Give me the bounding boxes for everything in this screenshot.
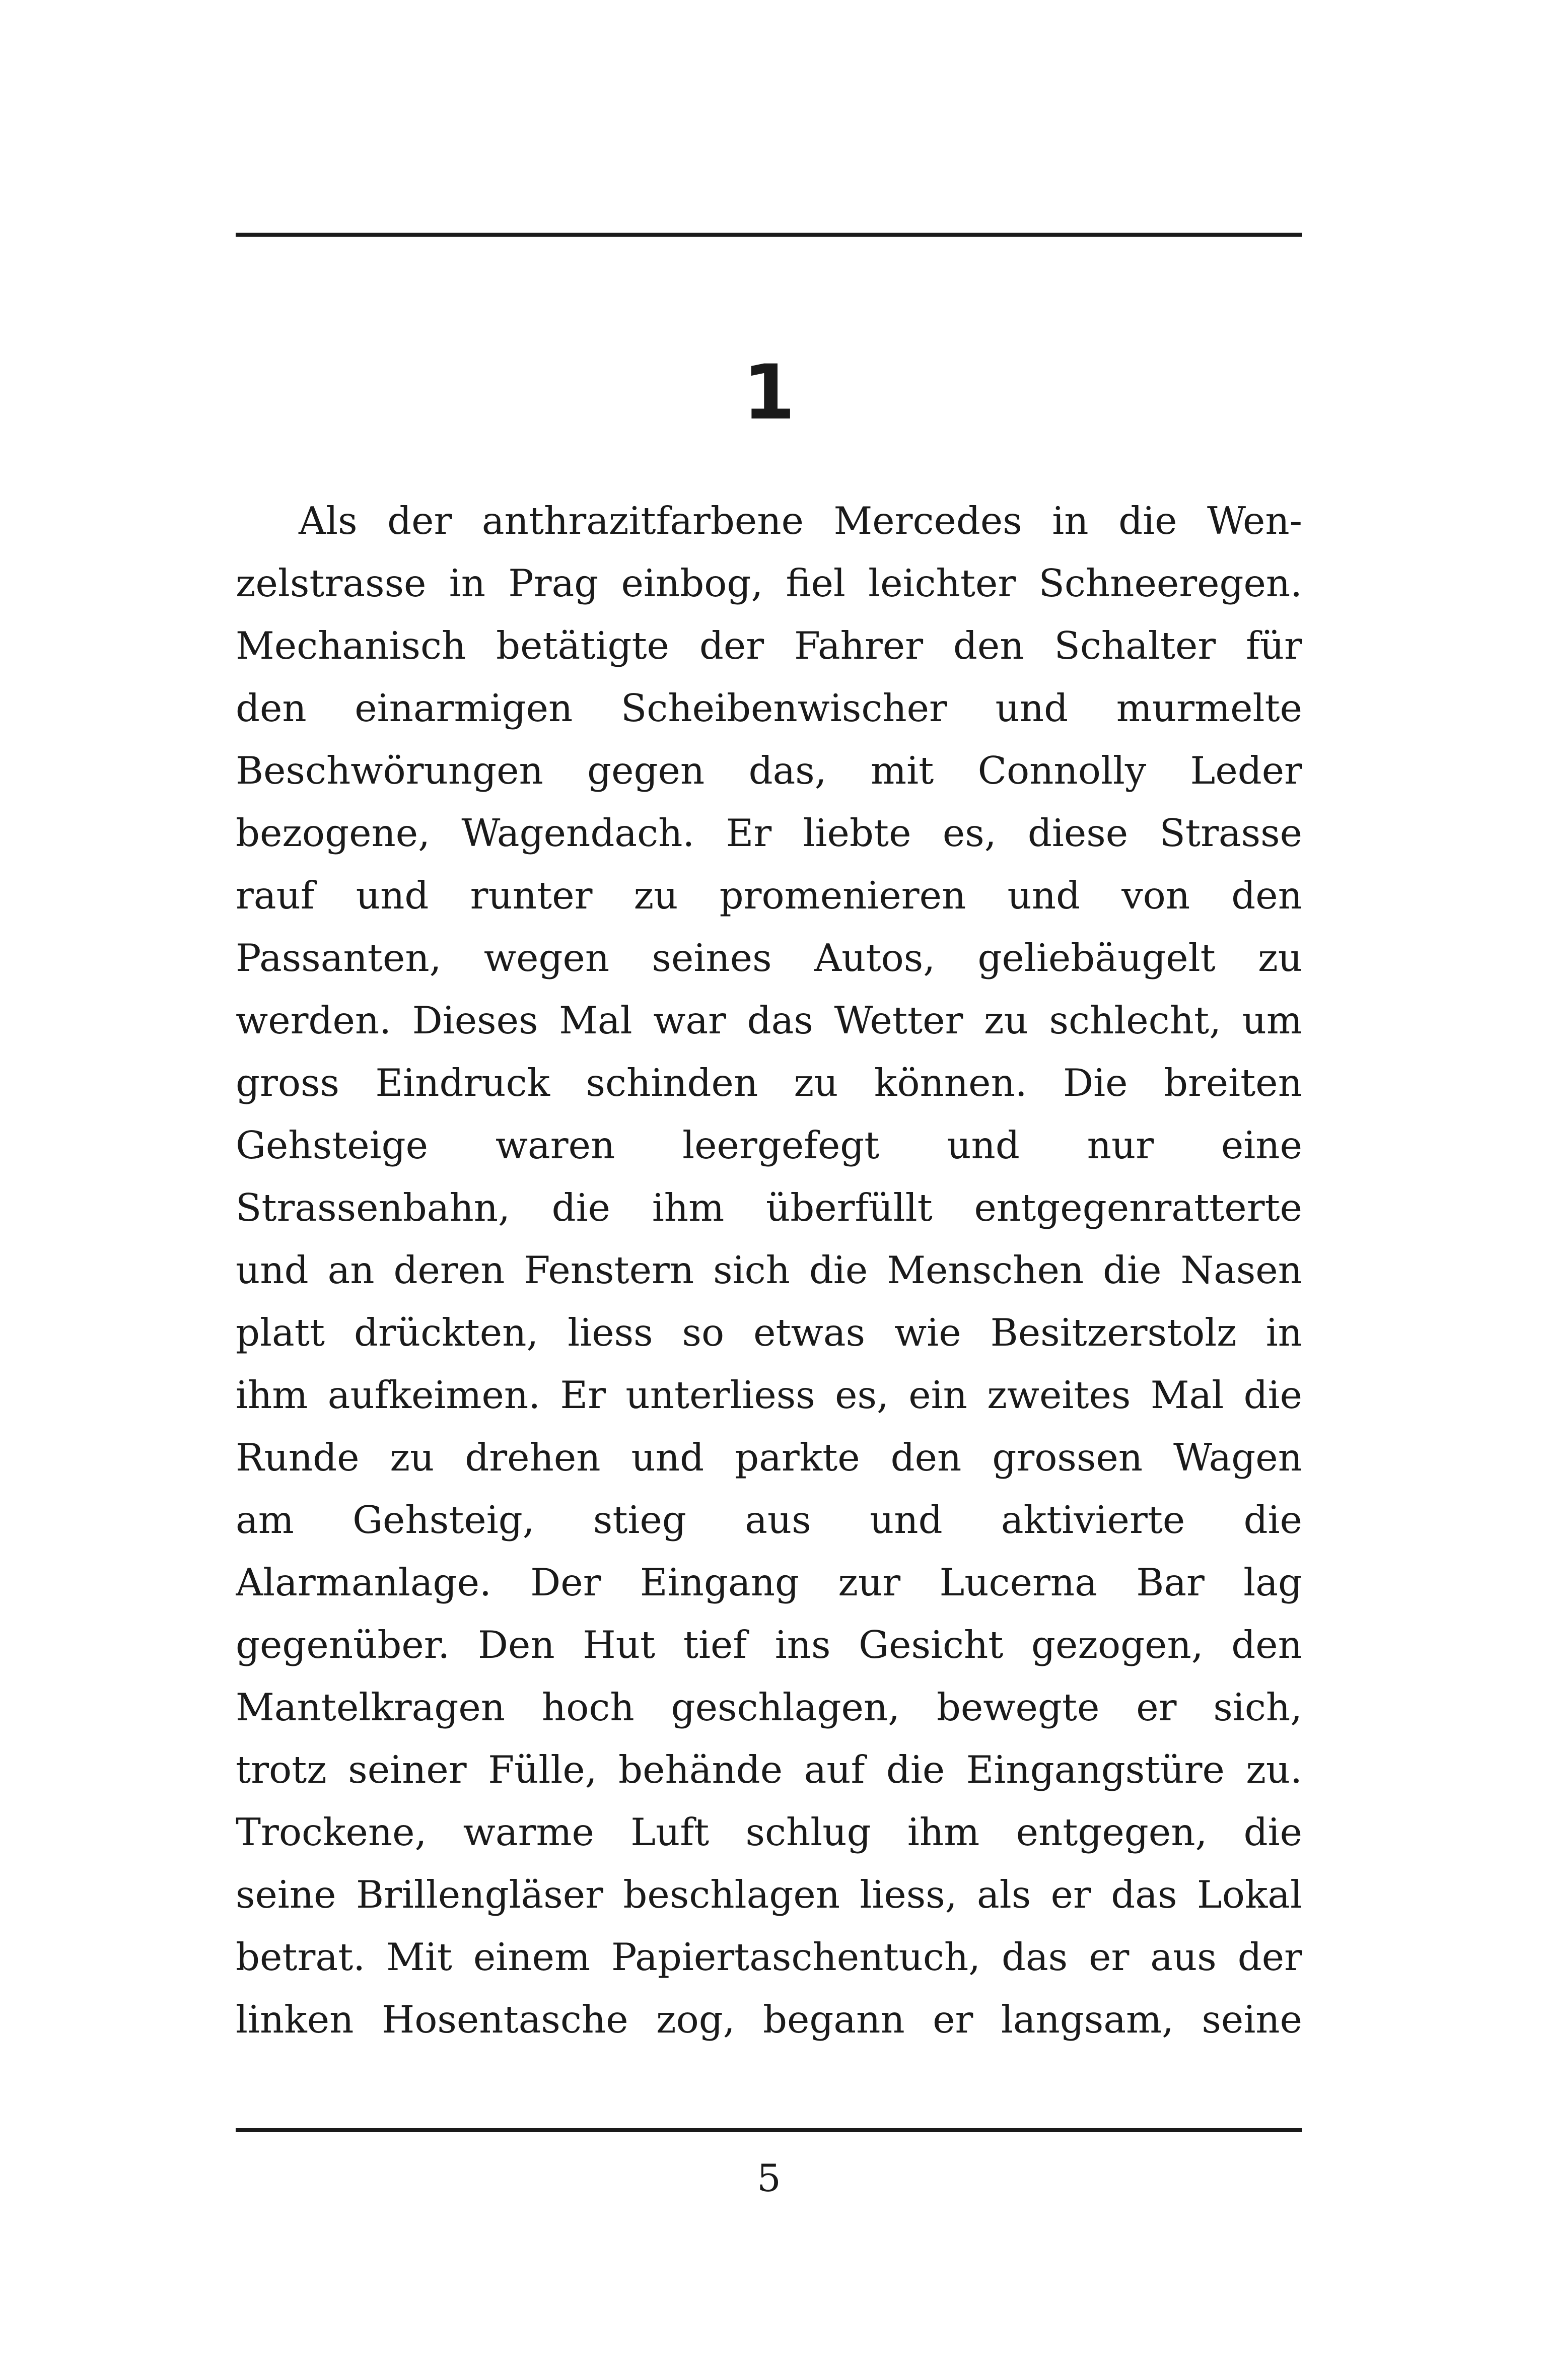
text-line: trotz seiner Fülle, behände auf die Eingangstüre zu. (236, 1747, 1302, 1792)
body-text (236, 489, 1302, 2051)
text-line: Mechanisch betätigte der Fahrer den Schalter für (236, 623, 1302, 668)
text-line: Gehsteige waren leergefegt und nur eine (236, 1123, 1302, 1167)
text-line: Runde zu drehen und parkte den grossen Wagen (236, 1435, 1302, 1480)
page-number: 5 (757, 2156, 781, 2200)
top-rule (236, 233, 1302, 237)
text-line: ihm aufkeimen. Er unterliess es, ein zweites Mal die (236, 1373, 1302, 1417)
text-line: gegenüber. Den Hut tief ins Gesicht gezogen, den (236, 1623, 1302, 1667)
text-line: am Gehsteig, stieg aus und aktivierte die (236, 1498, 1302, 1542)
text-line: rauf und runter zu promenieren und von den (236, 873, 1302, 918)
text-line: platt drückten, liess so etwas wie Besitzerstolz in (236, 1310, 1302, 1355)
text-line: seine Brillengläser beschlagen liess, als er das Lokal (236, 1872, 1302, 1917)
chapter-number: 1 (742, 349, 796, 437)
text-line: Passanten, wegen seines Autos, geliebäugelt zu (236, 936, 1302, 980)
text-line: werden. Dieses Mal war das Wetter zu schlecht, um (236, 998, 1302, 1042)
bottom-rule (236, 2128, 1302, 2132)
text-line: Als der anthrazitfarbene Mercedes in die Wen- (299, 499, 1302, 543)
text-line: Beschwörungen gegen das, mit Connolly Leder (236, 748, 1302, 793)
text-line: zelstrasse in Prag einbog, fiel leichter Schneeregen. (236, 561, 1302, 605)
text-line: den einarmigen Scheibenwischer und murmelte (236, 686, 1302, 730)
text-line: Trockene, warme Luft schlug ihm entgegen, die (236, 1810, 1302, 1854)
text-line: Alarmanlage. Der Eingang zur Lucerna Bar lag (236, 1560, 1302, 1604)
text-line: bezogene, Wagendach. Er liebte es, diese Strasse (236, 811, 1302, 855)
text-line: linken Hosentasche zog, begann er langsam, seine (236, 1997, 1302, 2042)
text-line: Strassenbahn, die ihm überfüllt entgegenratterte (236, 1185, 1302, 1230)
text-line: betrat. Mit einem Papiertaschentuch, das er aus der (236, 1935, 1302, 1979)
text-line: und an deren Fenstern sich die Menschen die Nasen (236, 1248, 1302, 1292)
text-line: gross Eindruck schinden zu können. Die breiten (236, 1061, 1302, 1105)
text-line: Mantelkragen hoch geschlagen, bewegte er sich, (236, 1685, 1302, 1729)
